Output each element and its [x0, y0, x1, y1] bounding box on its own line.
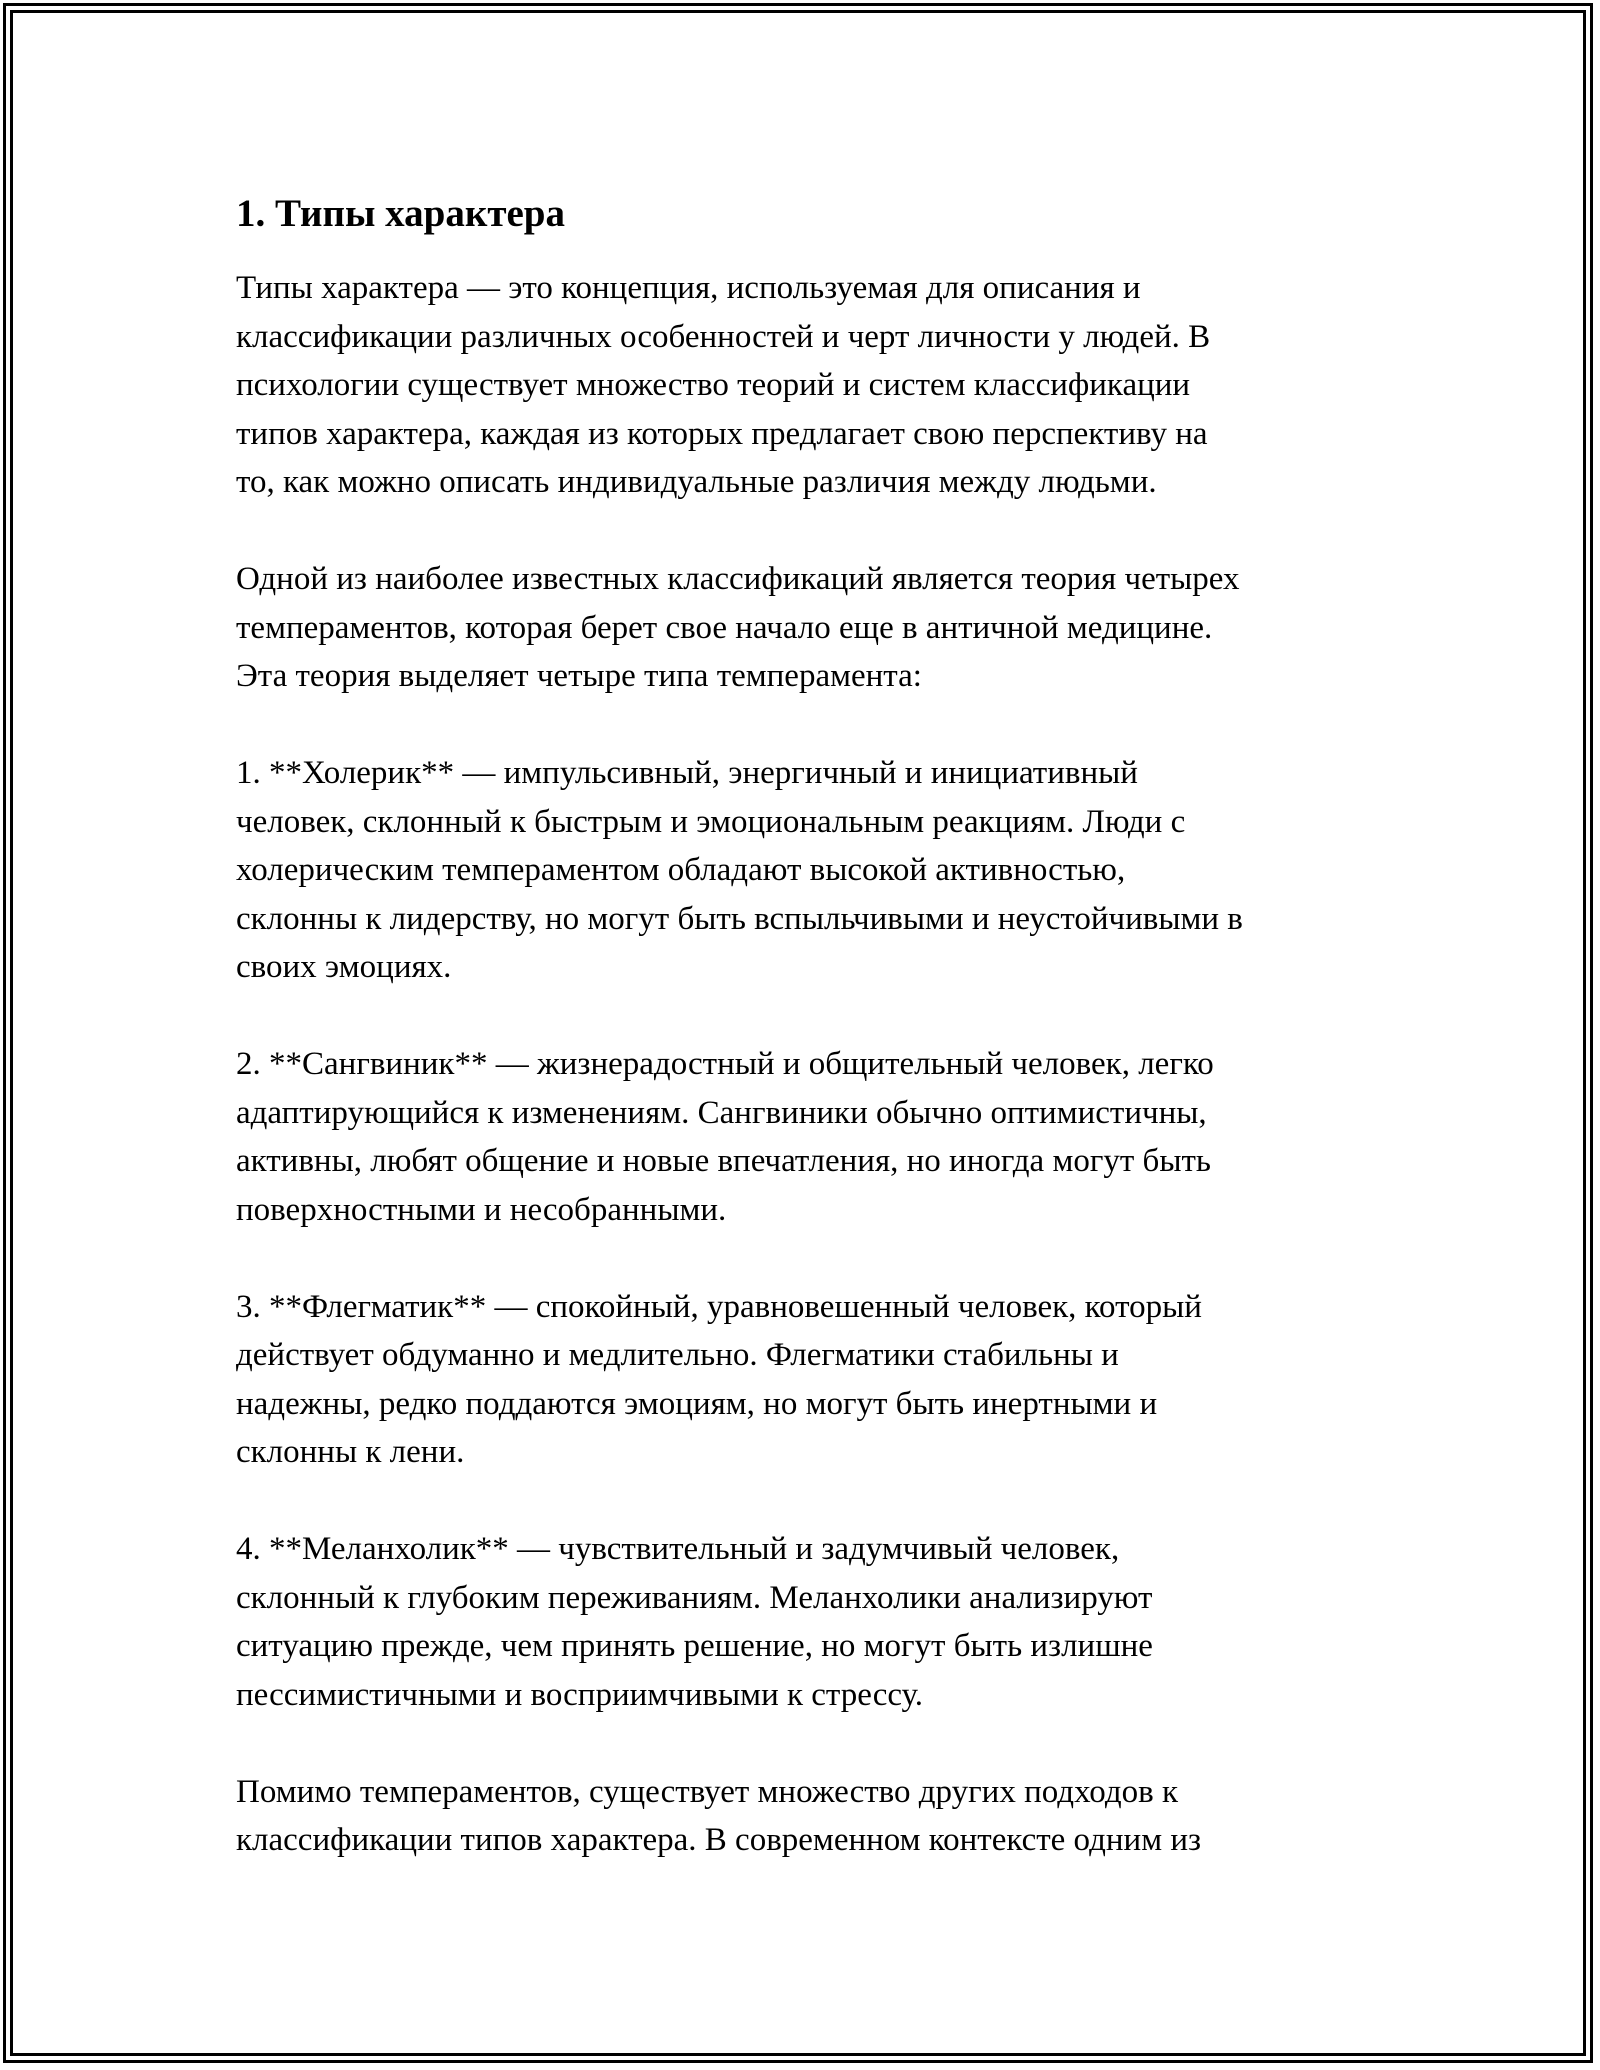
text-line: человек, склонный к быстрым и эмоциональным реакциям. Люди с [236, 803, 1186, 840]
text-line: классификации типов характера. В современном контексте одним из [236, 1822, 1202, 1858]
list-item-choleric [236, 749, 1376, 992]
list-item-sanguine [236, 1040, 1376, 1234]
text-line: активны, любят общение и новые впечатления, но иногда могут быть [236, 1143, 1211, 1179]
text-line: Одной из наиболее известных классификаций является теория четырех [236, 561, 1240, 597]
document-body [236, 186, 1376, 1913]
text-line: 2. **Сангвиник** — жизнерадостный и общительный человек, легко [236, 1046, 1214, 1082]
paragraph-intro [236, 264, 1376, 507]
text-line: то, как можно описать индивидуальные различия между людьми. [236, 464, 1157, 500]
text-line: поверхностными и несобранными. [236, 1191, 727, 1228]
text-line: Типы характера — это концепция, используемая для описания и [236, 270, 1141, 306]
text-line: адаптирующийся к изменениям. Сангвиники обычно оптимистичны, [236, 1094, 1207, 1131]
text-line: склонны к лидерству, но могут быть вспыльчивыми и неустойчивыми в [236, 900, 1243, 937]
section-heading: 1. Типы характера [236, 192, 565, 235]
list-item-phlegmatic [236, 1283, 1376, 1477]
text-line: склонны к лени. [236, 1434, 465, 1470]
text-line: 1. **Холерик** — импульсивный, энергичный и инициативный [236, 755, 1138, 791]
paragraph-other-approaches [236, 1768, 1376, 1865]
list-item-melancholic [236, 1525, 1376, 1719]
text-line: типов характера, каждая из которых предлагает свою перспективу на [236, 415, 1208, 452]
text-line: темпераментов, которая берет свое начало еще в античной медицине. [236, 609, 1213, 646]
text-line: холерическим темпераментом обладают высокой активностью, [236, 852, 1126, 888]
text-line: действует обдуманно и медлительно. Флегматики стабильны и [236, 1337, 1119, 1373]
text-line: ситуацию прежде, чем принять решение, но могут быть излишне [236, 1628, 1153, 1664]
text-line: Эта теория выделяет четыре типа темперамента: [236, 658, 922, 694]
text-line: 3. **Флегматик** — спокойный, уравновешенный человек, который [236, 1288, 1202, 1325]
text-line: своих эмоциях. [236, 949, 452, 985]
text-line: склонный к глубоким переживаниям. Меланхолики анализируют [236, 1579, 1153, 1616]
text-line: психологии существует множество теорий и систем классификации [236, 367, 1191, 403]
text-line: надежны, редко поддаются эмоциям, но могут быть инертными и [236, 1385, 1158, 1422]
text-line: классификации различных особенностей и черт личности у людей. В [236, 318, 1211, 355]
text-line: 4. **Меланхолик** — чувствительный и задумчивый человек, [236, 1531, 1120, 1567]
text-line: Помимо темпераментов, существует множество других подходов к [236, 1773, 1179, 1810]
text-line: пессимистичными и восприимчивыми к стрессу. [236, 1676, 924, 1713]
paragraph-temperaments [236, 555, 1376, 701]
